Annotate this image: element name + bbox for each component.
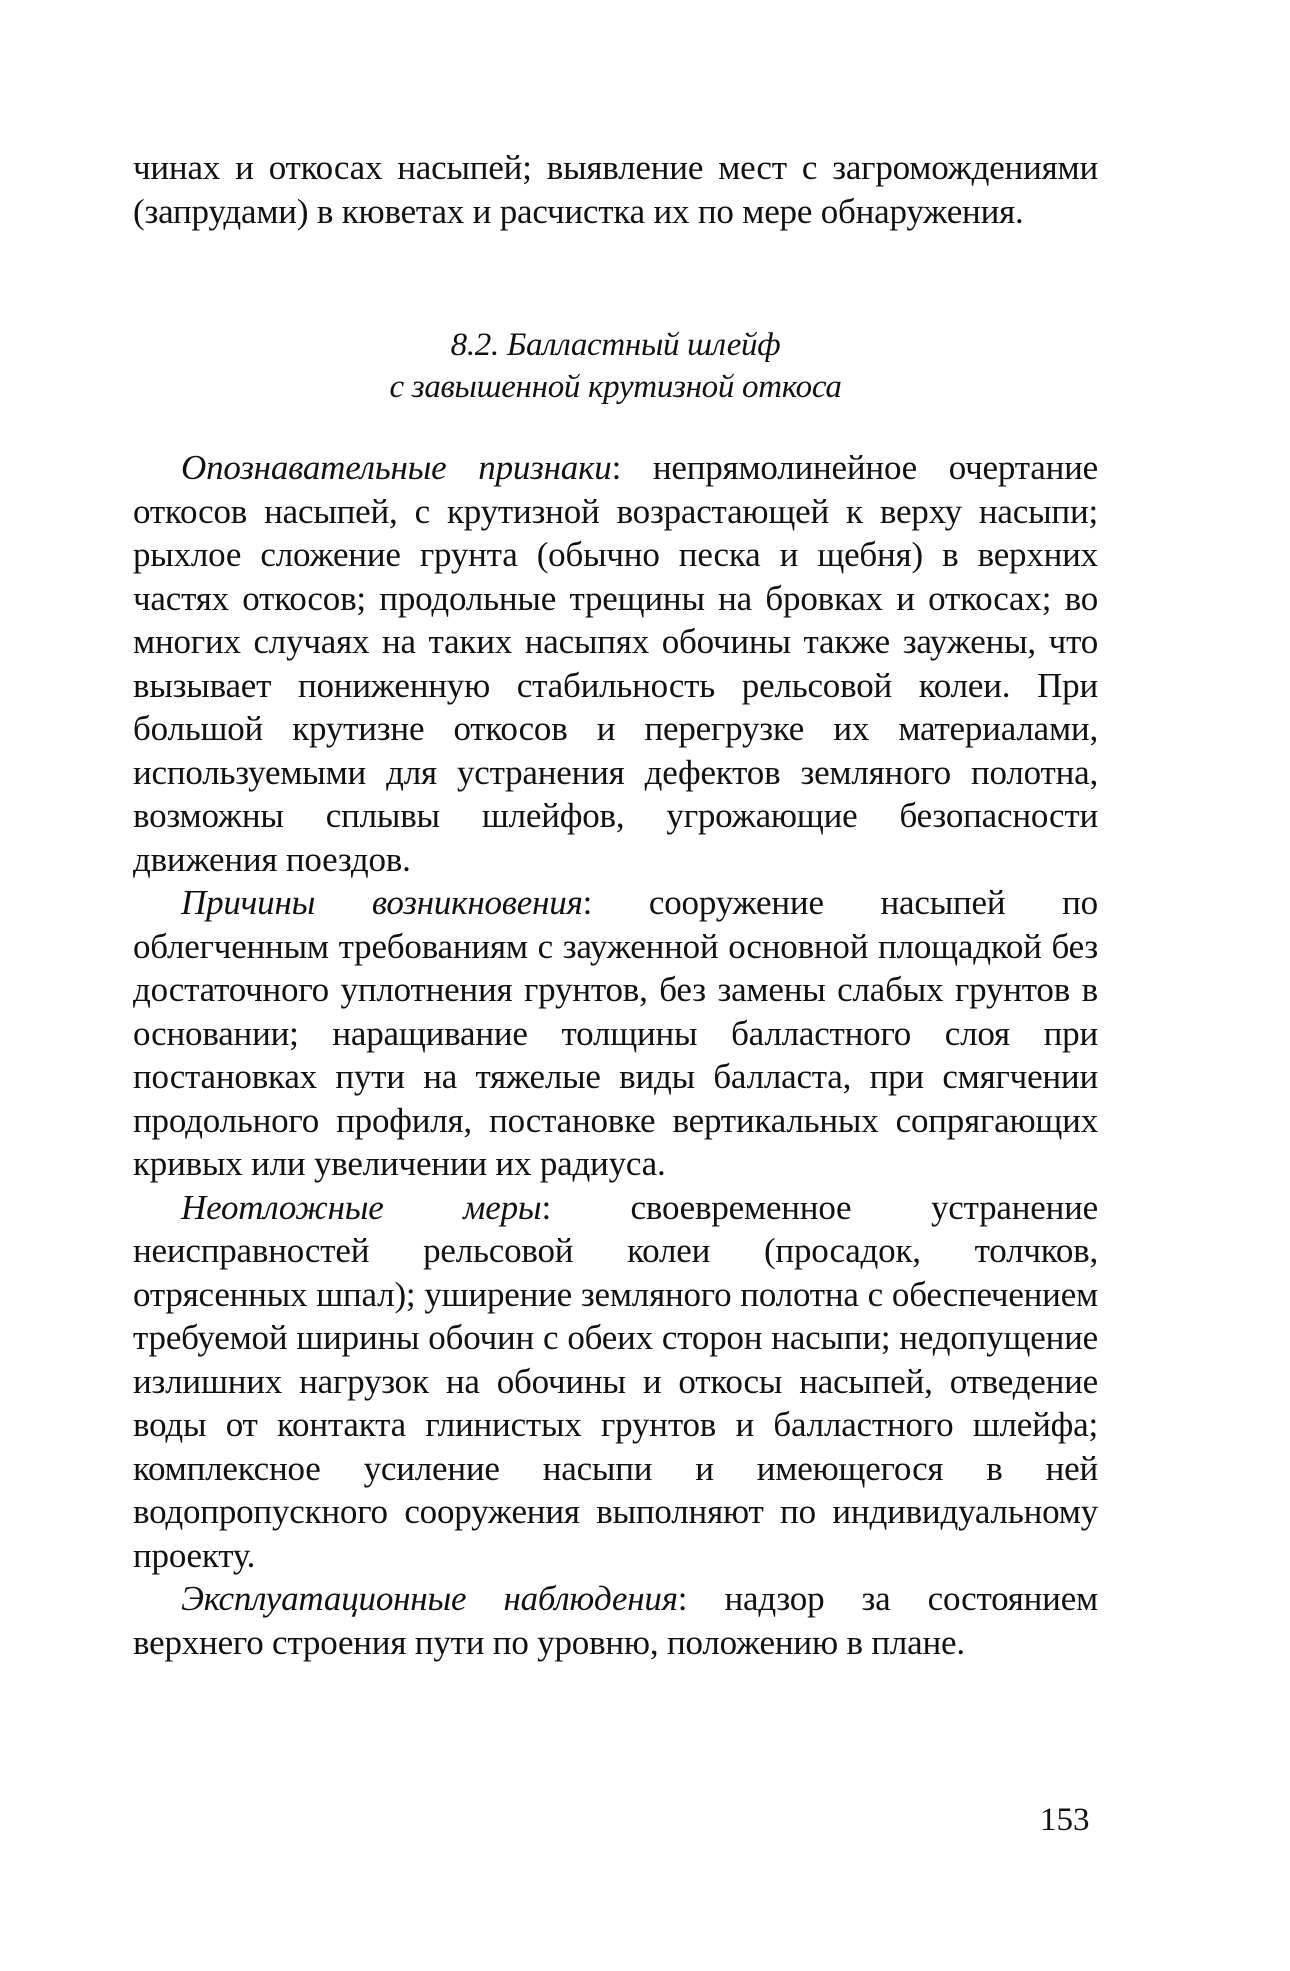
- paragraph-term: Опознавательные признаки: [181, 448, 612, 487]
- paragraph-separator: :: [582, 883, 649, 922]
- paragraph-urgent-measures: [133, 1186, 1098, 1578]
- section-heading-line-2: с завышенной крутизной откоса: [389, 369, 842, 405]
- paragraph-separator: :: [541, 1187, 631, 1227]
- intro-text: [133, 146, 1098, 233]
- page-number: 153: [1040, 1802, 1090, 1838]
- paragraph-text: надзор за состоянием верхнего строения пути по уровню, положению в плане.: [133, 1579, 1098, 1662]
- paragraph-operational-observations: [133, 1577, 1098, 1664]
- paragraph-causes: [133, 881, 1098, 1186]
- paragraph-text: непрямолинейное очертание откосов насыпей, с крутизной возрастающей к верху насыпи; рыхлое сложение грунта (обычно песка и щебня) в верхних частях откосов; продольные трещины на бровках и откосах; во многих случаях на таких насыпях обочины также заужены, что вызывает пониженную стабильность рельсовой колеи. При большой крутизне откосов и перегрузке их материалами, используемыми для устранения дефектов земляного полотна, возможны сплывы шлейфов, угрожающие безопасности движения поездов.: [133, 448, 1098, 879]
- section-body: [133, 446, 1098, 1664]
- paragraph-term: Эксплуатационные наблюдения: [181, 1579, 678, 1618]
- paragraph-text: сооружение насыпей по облегченным требованиям с зауженной основной площадкой без достаточного уплотнения грунтов, без замены слабых грунтов в основании; наращивание толщины балластного слоя при постановках пути на тяжелые виды балласта, при смягчении продольного профиля, постановке вертикальных сопрягающих кривых или увеличении их радиуса.: [133, 883, 1098, 1183]
- paragraph-separator: :: [611, 448, 653, 487]
- paragraph-identification-signs: [133, 446, 1098, 881]
- paragraph-text: своевременное устранение неисправностей рельсовой колеи (просадок, толчков, отрясенных шпал); уширение земляного полотна с обеспечением требуемой ширины обочин с обеих сторон насыпи; недопущение излишних нагрузок на обочины и откосы насыпей, отведение воды от контакта глинистых грунтов и балластного шлейфа; комплексное усиление насыпи и имеющегося в ней водопропускного сооружения выполняют по индивидуальному проекту.: [133, 1187, 1098, 1575]
- intro-paragraph: чинах и откосах насыпей; выявление мест с загромождениями (запрудами) в кюветах и расчистка их по мере обнаружения.: [133, 148, 1098, 231]
- paragraph-separator: :: [677, 1579, 725, 1618]
- paragraph-term: Неотложные меры: [181, 1187, 542, 1227]
- paragraph-term: Причины возникновения: [181, 883, 583, 922]
- section-heading: [133, 324, 1098, 408]
- section-heading-line-1: 8.2. Балластный шлейф: [450, 327, 781, 363]
